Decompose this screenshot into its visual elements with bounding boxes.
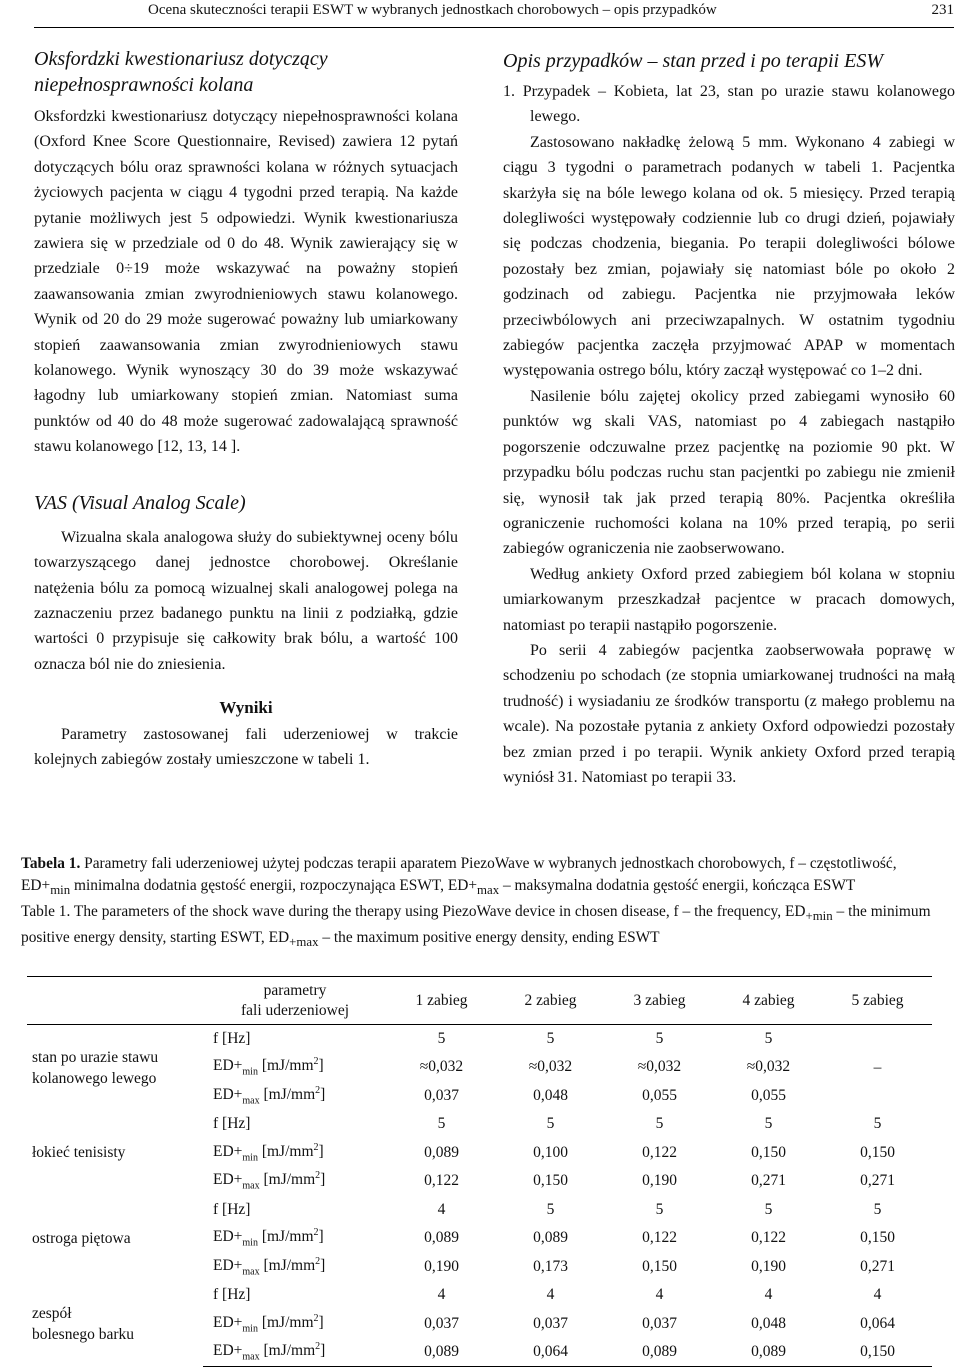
header-session-5: 5 zabieg xyxy=(823,977,932,1025)
value-cell: 0,150 xyxy=(860,1229,895,1247)
page-header xyxy=(34,0,954,28)
right-column xyxy=(503,48,955,790)
value-cell: 0,271 xyxy=(860,1257,895,1275)
condition-label: zespół bolesnego barku xyxy=(32,1304,135,1343)
cases-section-title: Opis przypadków – stan przed i po terapii ESW xyxy=(503,50,883,72)
table-row xyxy=(27,1281,932,1310)
table-caption xyxy=(21,853,943,953)
value-cell: 0,271 xyxy=(860,1172,895,1190)
running-title: Ocena skuteczności terapii ESWT w wybranych jednostkach chorobowych – opis przypadków xyxy=(148,2,717,18)
value-cell: 0,064 xyxy=(496,1338,605,1367)
case-1-paragraph-4: Po serii 4 zabiegów pacjentka zaobserwowała poprawę w schodzeniu po schodach (ze stopnia umiarkowanej trudności na małą trudność) i wysiadaniu ze środków transportu (z małego problemu na wcale). Na pozostałe pytania z ankiety Oxford odpowiedzi pozostały bez zmian przed i po terapii. Wynik ankiety Oxford przed terapią wyniósł 31. Natomiast po terapii 33. xyxy=(503,641,955,786)
condition-label: łokieć tenisisty xyxy=(32,1144,126,1162)
left-column xyxy=(34,46,458,772)
value-cell: 0,122 xyxy=(642,1229,677,1247)
value-cell: 4 xyxy=(655,1286,664,1304)
table-row xyxy=(27,1196,932,1225)
value-cell: 0,173 xyxy=(533,1257,568,1275)
value-cell: ≈0,032 xyxy=(746,1058,791,1076)
value-cell: 0,122 xyxy=(642,1143,677,1161)
header-session-1: 1 zabieg xyxy=(387,977,496,1025)
value-cell: 0,037 xyxy=(533,1314,568,1332)
value-cell-merged: – xyxy=(873,1058,882,1076)
value-cell: 0,089 xyxy=(424,1229,459,1247)
value-cell: 4 xyxy=(546,1286,555,1304)
value-cell: 0,190 xyxy=(642,1172,677,1190)
value-cell: 0,089 xyxy=(533,1229,568,1247)
value-cell: 0,055 xyxy=(642,1086,677,1104)
caption-label: Tabela 1. xyxy=(21,855,81,872)
value-cell: 5 xyxy=(546,1115,555,1133)
value-cell: ≈0,032 xyxy=(419,1058,464,1076)
parameters-table xyxy=(27,976,932,1367)
param-label-min: $ED+_{min}$ $[mJ/mm^2]$ xyxy=(213,1227,324,1249)
case-1-paragraph-3: Według ankiety Oxford przed zabiegiem ból kolana w stopniu umiarkowanym przeszkadzał pacjentce w pracach domowych, natomiast po terapii nastąpiło pogorszenie. xyxy=(503,565,955,634)
value-cell: 4 xyxy=(437,1286,446,1304)
value-cell: 0,048 xyxy=(751,1314,786,1332)
value-cell: 4 xyxy=(437,1200,446,1218)
value-cell: 0,089 xyxy=(714,1338,823,1367)
value-cell: ≈0,032 xyxy=(528,1058,573,1076)
oxford-section-title: Oksfordzki kwestionariusz dotyczący niepełnosprawności kolana xyxy=(34,48,328,96)
case-1-paragraph-1: Zastosowano nakładkę żelową 5 mm. Wykonano 4 zabiegi w ciągu 3 tygodni o parametrach podanych w tabeli 1. Pacjentka skarżyła się na bóle lewego kolana od ok. 5 miesięcy. Przed terapią dolegliwości występowały codziennie lub co drugi dzień, pojawiały się podczas chodzenia, biegania. Po terapii dolegliwości bólowe pozostały bez zmian, pojawiały się natomiast bóle po około 2 godzinach od zabiegu. Pacjentka nie przyjmowała leków przeciwbólowych ani przeciwzapalnych. W ostatnim tygodniu zabiegów pacjentka zaczęła przyjmować APAP w momentach występowania ostrego bólu, który zaczął występować co 1–2 dni. xyxy=(503,133,955,380)
param-label-min: $ED+_{min}$ $[mJ/mm^2]$ xyxy=(213,1141,324,1163)
value-cell: 5 xyxy=(546,1200,555,1218)
condition-label: stan po urazie stawu kolanowego lewego xyxy=(32,1048,159,1087)
param-label-f: f [Hz] xyxy=(213,1115,251,1133)
value-cell: 5 xyxy=(873,1200,882,1218)
value-cell: 4 xyxy=(873,1286,882,1304)
table-header-row xyxy=(27,977,932,1025)
value-cell: 0,150 xyxy=(860,1143,895,1161)
param-label-f: f [Hz] xyxy=(213,1030,251,1047)
header-session-4: 4 zabieg xyxy=(714,977,823,1025)
value-cell: 0,048 xyxy=(533,1086,568,1104)
value-cell: 0,037 xyxy=(424,1314,459,1332)
value-cell: 5 xyxy=(873,1115,882,1133)
value-cell: 0,271 xyxy=(751,1172,786,1190)
value-cell: 0,190 xyxy=(751,1257,786,1275)
value-cell: ≈0,032 xyxy=(637,1058,682,1076)
value-cell: 5 xyxy=(764,1115,773,1133)
value-cell: 0,037 xyxy=(424,1086,459,1104)
case-1-paragraph-2: Nasilenie bólu zajętej okolicy przed zabiegami wynosiło 60 punktów wg skali VAS, natomiast po 4 zabiegach nastąpiło pogorszenie odczuwalne przez pacjentkę na poziomie 90 pkt. W przypadku bólu podczas ruchu stan pacjentki po zabiegu nie zmienił się, wynosił tak jak przed terapią 80%. Pacjentka określiła ograniczenie ruchomości kolana na 10% przed terapią, po serii zabiegów ograniczenia nie zaobserwowano. xyxy=(503,387,955,558)
condition-label: ostroga piętowa xyxy=(32,1229,131,1247)
value-cell: 5 xyxy=(655,1030,664,1047)
value-cell: 5 xyxy=(437,1030,446,1047)
value-cell: 5 xyxy=(655,1115,664,1133)
value-cell: 0,055 xyxy=(751,1086,786,1104)
value-cell: 0,190 xyxy=(424,1257,459,1275)
vas-section-title: VAS (Visual Analog Scale) xyxy=(34,491,246,514)
value-cell: 0,150 xyxy=(823,1338,932,1367)
value-cell: 0,150 xyxy=(533,1172,568,1190)
param-label-min: $ED+_{min}$ $[mJ/mm^2]$ xyxy=(213,1312,324,1334)
value-cell: 0,089 xyxy=(424,1143,459,1161)
header-parameters: parametry fali uderzeniowej xyxy=(203,977,387,1025)
value-cell: 0,100 xyxy=(533,1143,568,1161)
results-section-title: Wyniki xyxy=(219,698,273,718)
value-cell: 0,122 xyxy=(424,1172,459,1190)
value-cell: 5 xyxy=(655,1200,664,1218)
param-label-min: $ED+_{min}$ $[mJ/mm^2]$ xyxy=(213,1056,324,1078)
value-cell: 0,089 xyxy=(387,1338,496,1367)
case-1-heading: 1. Przypadek – Kobieta, lat 23, stan po urazie stawu kolanowego lewego. xyxy=(503,83,955,126)
value-cell: 4 xyxy=(764,1286,773,1304)
value-cell: 5 xyxy=(437,1115,446,1133)
param-label-max: $ED+_{max}$ $[mJ/mm^2]$ xyxy=(203,1338,387,1367)
table-row xyxy=(27,1025,932,1054)
caption-polish: Tabela 1. Parametry fali uderzeniowej użytej podczas terapii aparatem PiezoWave w wybranych jednostkach chorobowych, f – częstotliwość, $ED+_{min}$ minimalna dodatnia gęstość energii, rozpoczynająca ESWT, $ED+_{max}$ – maksymalna dodatnia gęstość energii, kończąca ESWT xyxy=(21,855,897,898)
value-cell: 5 xyxy=(764,1200,773,1218)
page-number: 231 xyxy=(931,2,954,18)
value-cell: 5 xyxy=(546,1030,555,1047)
param-label-f: f [Hz] xyxy=(213,1286,251,1304)
param-label-f: f [Hz] xyxy=(213,1200,251,1218)
value-cell: 0,089 xyxy=(605,1338,714,1367)
value-cell: 0,150 xyxy=(751,1143,786,1161)
header-session-2: 2 zabieg xyxy=(496,977,605,1025)
value-cell: 0,037 xyxy=(642,1314,677,1332)
param-label-max: $ED+_{max}$ $[mJ/mm^2]$ xyxy=(213,1170,326,1192)
oxford-paragraph: Oksfordzki kwestionariusz dotyczący niepełnosprawności kolana (Oxford Knee Score Questionnaire, Revised) zawiera 12 pytań dotyczących bólu oraz sprawności kolana w różnych sytuacjach życiowych pacjenta w ciągu 4 tygodni przed terapią. Na każde pytanie możliwych jest 5 odpowiedzi. Wynik kwestionariusza zawiera się w przedziale od 0 do 48. Wynik zawierający się w przedziale 0÷19 może wskazywać na poważny stopień zaawansowania zmian zwyrodnieniowych stawu kolanowego. Wynik od 20 do 29 może sugerować poważny lub umiarkowany stopień zaawansowania zmian zwyrodnieniowych stawu kolanowego. Wynik wynoszący 30 do 39 może wskazywać łagodny lub umiarkowany stopień zmian. Natomiast suma punktów od 40 do 48 może sugerować zadowalającą sprawność stawu kolanowego [12, 13, 14 ]. xyxy=(34,108,458,456)
results-paragraph: Parametry zastosowanej fali uderzeniowej w trakcie kolejnych zabiegów zostały umieszczone w tabeli 1. xyxy=(34,725,458,768)
value-cell: 0,122 xyxy=(751,1229,786,1247)
param-label-max: $ED+_{max}$ $[mJ/mm^2]$ xyxy=(213,1084,326,1106)
value-cell: 0,064 xyxy=(860,1314,895,1332)
table-row xyxy=(27,1110,932,1139)
table-body xyxy=(27,1025,932,1367)
header-session-3: 3 zabieg xyxy=(605,977,714,1025)
param-label-max: $ED+_{max}$ $[mJ/mm^2]$ xyxy=(213,1255,326,1277)
caption-english: Table 1. The parameters of the shock wave during the therapy using PiezoWave device in chosen disease, f – the frequency, $ED_{+min}$ – the minimum positive energy density, starting ESWT, $ED_{+max}$ – the maximum positive energy density, ending ESWT xyxy=(21,903,931,950)
value-cell: 0,150 xyxy=(642,1257,677,1275)
vas-paragraph: Wizualna skala analogowa służy do subiektywnej oceny bólu towarzyszącego danej jednostce chorobowej. Określanie natężenia bólu za pomocą wizualnej skali analogowej polega na zaznaczeniu przez badanego punktu na linii z podziałką, gdzie wartości 0 przypisuje się całkowity brak bólu, a wartość 100 oznacza ból nie do zniesienia. xyxy=(34,528,458,673)
header-empty-cell xyxy=(27,977,203,1025)
value-cell: 5 xyxy=(764,1030,773,1047)
